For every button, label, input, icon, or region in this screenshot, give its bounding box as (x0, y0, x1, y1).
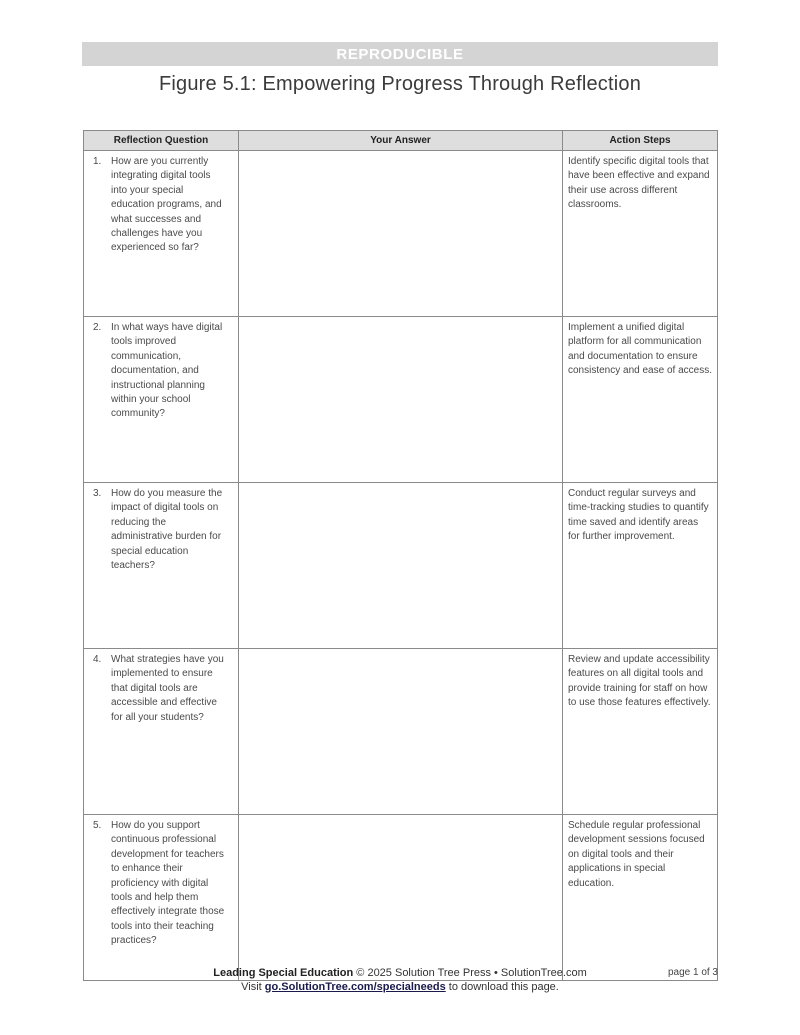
question-text: In what ways have digital tools improved communication, documentation, and instructional planning within your school community? (111, 322, 223, 420)
reflection-table (83, 130, 718, 981)
question-text: How do you measure the impact of digital tools on reducing the administrative burden for special education teachers? (111, 488, 223, 572)
question-cell (84, 483, 239, 649)
question-number: 3. (93, 488, 102, 499)
question-text: How do you support continuous professional development for teachers to enhance their proficiency with digital tools and help them effectively integrate those tools into their teaching practices? (111, 820, 225, 947)
footer-copyright-line (82, 967, 718, 981)
download-link[interactable]: go.SolutionTree.com/specialneeds (264, 980, 446, 993)
question-cell (84, 151, 239, 317)
column-header-your-answer: Your Answer (239, 131, 563, 151)
visit-prefix: Visit (241, 980, 265, 993)
table-row (84, 151, 718, 317)
action-steps-cell: Conduct regular surveys and time-tracking studies to quantify time saved and identify areas for further improvement. (563, 483, 718, 649)
copyright-text: © 2025 Solution Tree Press • SolutionTree.com (353, 967, 587, 979)
table-row (84, 815, 718, 981)
column-header-reflection-question: Reflection Question (84, 131, 239, 151)
answer-cell[interactable] (239, 649, 563, 815)
reproducible-banner (82, 42, 718, 66)
answer-cell[interactable] (239, 815, 563, 981)
action-steps-cell: Schedule regular professional development sessions focused on digital tools and their applications in special education. (563, 815, 718, 981)
answer-cell[interactable] (239, 151, 563, 317)
action-steps-cell: Implement a unified digital platform for all communication and documentation to ensure consistency and ease of access. (563, 317, 718, 483)
question-cell (84, 317, 239, 483)
answer-cell[interactable] (239, 317, 563, 483)
table-row (84, 483, 718, 649)
column-header-action-steps: Action Steps (563, 131, 718, 151)
answer-cell[interactable] (239, 483, 563, 649)
question-number: 5. (93, 820, 102, 831)
question-number: 4. (93, 654, 102, 665)
book-title: Leading Special Education (213, 967, 354, 979)
footer-download-line (82, 981, 718, 995)
question-number: 1. (93, 156, 102, 167)
banner-label: REPRODUCIBLE (336, 45, 464, 63)
page-footer (82, 967, 718, 994)
question-cell (84, 649, 239, 815)
visit-suffix: to download this page. (445, 980, 559, 993)
question-text: What strategies have you implemented to ensure that digital tools are accessible and effective for all your students? (111, 654, 224, 723)
action-steps-cell: Review and update accessibility features on all digital tools and provide training for staff on how to use those features effectively. (563, 649, 718, 815)
page-title: Figure 5.1: Empowering Progress Through Reflection (158, 73, 642, 95)
table-row (84, 317, 718, 483)
question-text: How are you currently integrating digital tools into your special education programs, and what successes and challenges have you experienced so far? (111, 156, 222, 254)
question-number: 2. (93, 322, 102, 333)
table-row (84, 649, 718, 815)
action-steps-cell: Identify specific digital tools that have been effective and expand their use across different classrooms. (563, 151, 718, 317)
page-number: page 1 of 3 (667, 967, 718, 978)
question-cell (84, 815, 239, 981)
table-header-row (84, 131, 718, 151)
